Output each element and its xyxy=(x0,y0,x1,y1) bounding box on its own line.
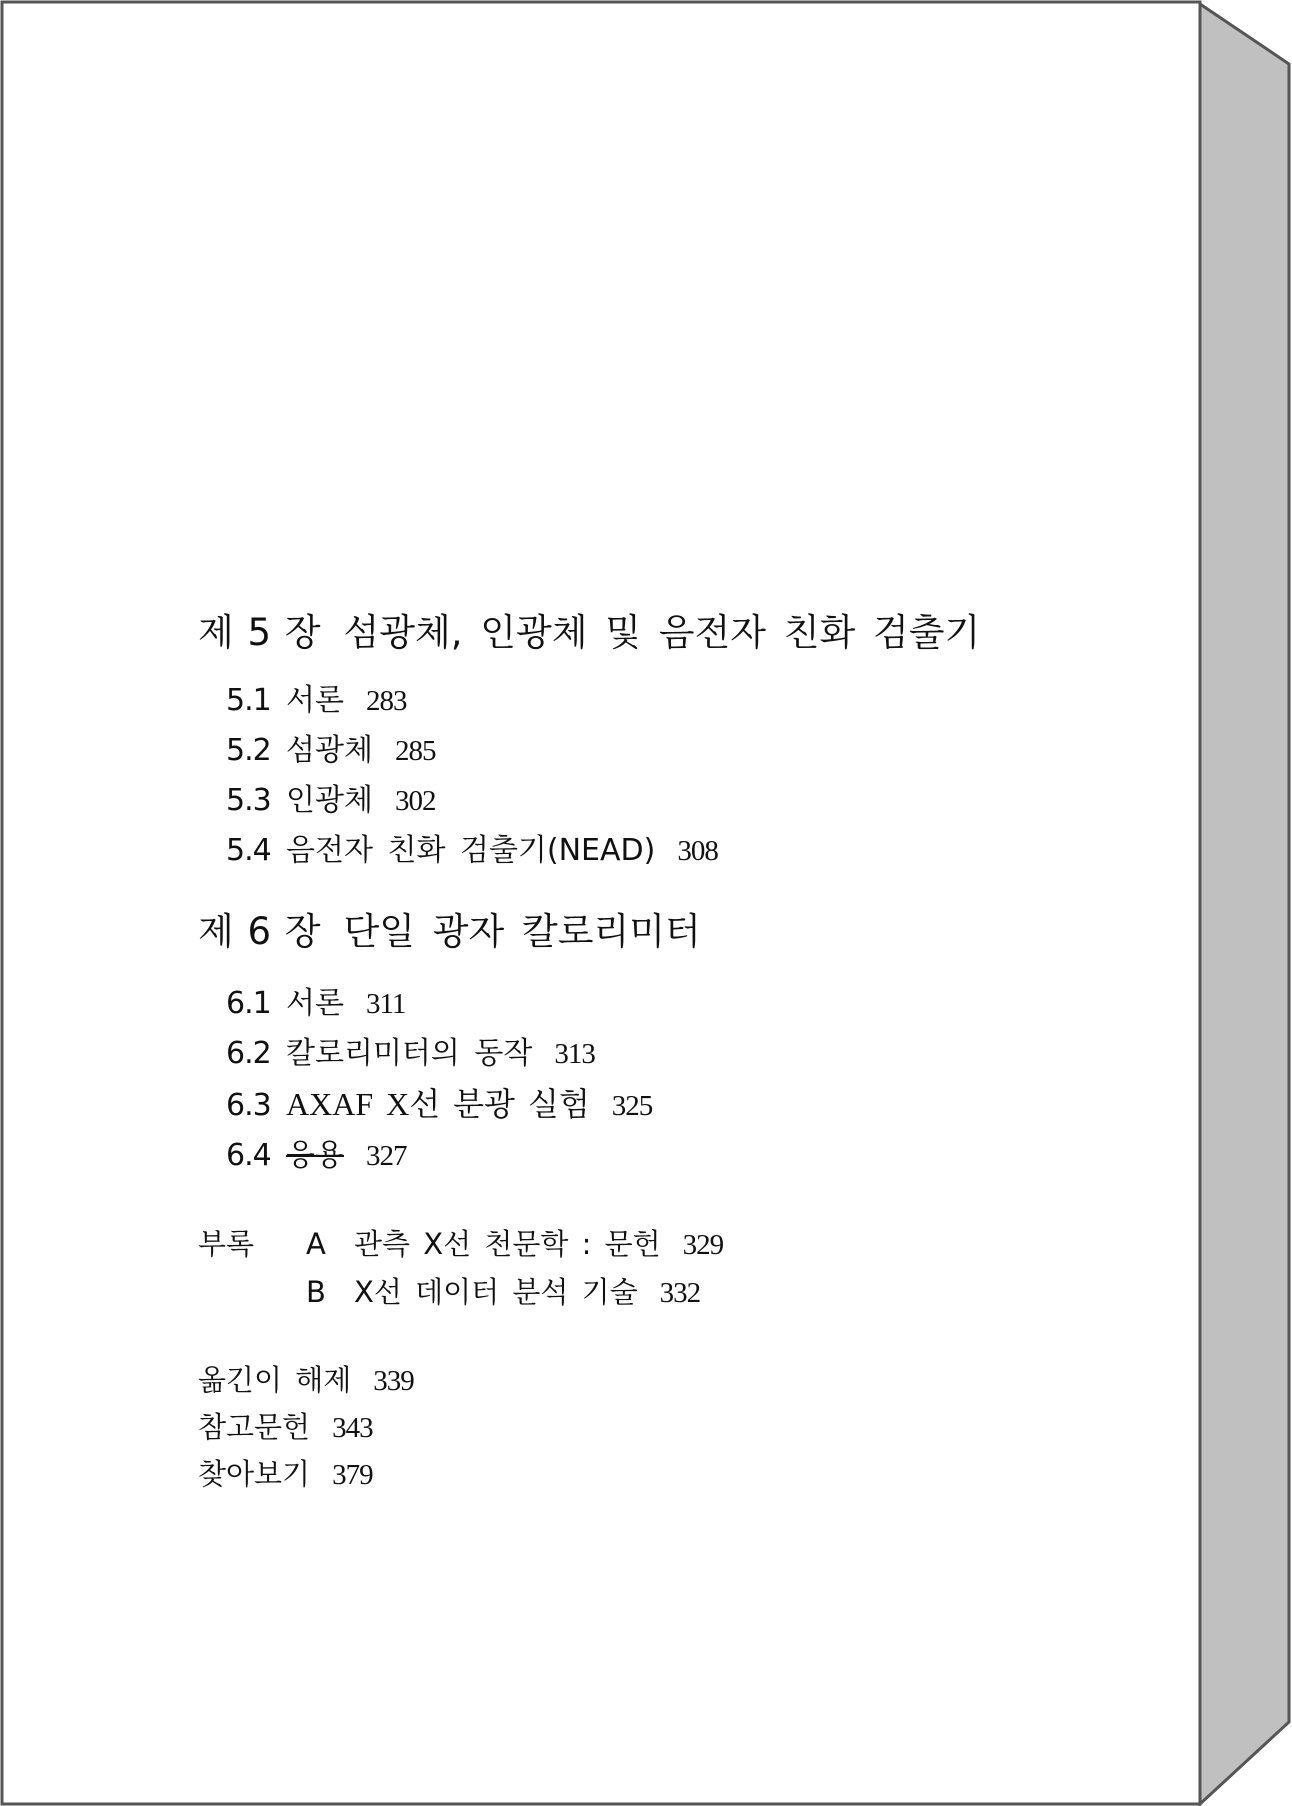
page-number: 329 xyxy=(682,1229,724,1261)
page-number: 332 xyxy=(659,1277,701,1309)
chapter-6-heading xyxy=(198,909,1098,955)
table-of-contents xyxy=(198,610,1098,1498)
chapter-label: 제 6 장 xyxy=(198,910,322,953)
section-title: 응용 xyxy=(286,1138,344,1173)
appendix-title: 관측 X선 천문학 : 문헌 xyxy=(354,1227,661,1261)
toc-entry-6-1 xyxy=(198,979,1098,1029)
section-number: 6.3 xyxy=(226,1088,271,1123)
chapter-5-heading xyxy=(198,610,1098,656)
appendix-block xyxy=(198,1221,1098,1317)
page-number: 302 xyxy=(394,785,436,817)
page-number: 308 xyxy=(677,835,718,867)
section-number: 5.3 xyxy=(226,783,271,818)
section-title: AXAF X선 분광 실험 xyxy=(286,1086,590,1122)
toc-entry-5-3 xyxy=(198,776,1098,826)
page-number: 339 xyxy=(373,1365,414,1397)
chapter-title: 단일 광자 칼로리미터 xyxy=(343,910,701,953)
chapter-label: 제 5 장 xyxy=(198,611,322,654)
section-title: 칼로리미터의 동작 xyxy=(286,1036,533,1071)
page-number: 325 xyxy=(611,1090,653,1122)
appendix-heading: 부록 xyxy=(198,1227,255,1261)
section-number: 5.1 xyxy=(226,683,271,718)
section-title: 음전자 친화 검출기(NEAD) xyxy=(286,833,656,868)
end-matter-title: 옮긴이 해제 xyxy=(198,1363,352,1397)
toc-entry-5-2 xyxy=(198,726,1098,776)
toc-entry-index xyxy=(198,1451,1098,1498)
toc-entry-translator-note xyxy=(198,1357,1098,1404)
end-matter-title: 참고문헌 xyxy=(198,1410,311,1444)
toc-entry-6-2 xyxy=(198,1029,1098,1079)
toc-entry-5-1 xyxy=(198,676,1098,726)
toc-entry-6-4 xyxy=(198,1131,1098,1181)
appendix-letter: B xyxy=(306,1275,326,1309)
page-number: 379 xyxy=(332,1459,373,1491)
end-matter-title: 찾아보기 xyxy=(198,1457,311,1491)
section-title: 섬광체 xyxy=(286,733,373,768)
page-number: 283 xyxy=(365,685,407,717)
section-title: 서론 xyxy=(286,683,344,718)
page-number: 313 xyxy=(554,1038,595,1070)
section-number: 6.4 xyxy=(226,1138,271,1173)
page-number: 311 xyxy=(365,988,406,1020)
page-number: 343 xyxy=(332,1412,373,1444)
appendix-title: X선 데이터 분석 기술 xyxy=(354,1275,638,1309)
toc-entry-5-4 xyxy=(198,826,1098,876)
toc-entry-references xyxy=(198,1404,1098,1451)
chapter-title: 섬광체, 인광체 및 음전자 친화 검출기 xyxy=(343,611,981,654)
section-number: 5.2 xyxy=(226,733,271,768)
toc-entry-appendix-b xyxy=(198,1269,1098,1317)
section-number: 5.4 xyxy=(226,833,271,868)
page-number: 285 xyxy=(394,735,436,767)
section-number: 6.2 xyxy=(226,1036,271,1071)
section-title: 인광체 xyxy=(286,783,373,818)
toc-entry-6-3 xyxy=(198,1079,1098,1131)
end-matter-block xyxy=(198,1357,1098,1498)
book-spine xyxy=(1200,4,1289,1804)
toc-entry-appendix-a xyxy=(198,1221,1098,1269)
page-number: 327 xyxy=(365,1140,407,1172)
section-title: 서론 xyxy=(286,986,344,1021)
appendix-letter: A xyxy=(306,1227,326,1261)
section-number: 6.1 xyxy=(226,986,271,1021)
